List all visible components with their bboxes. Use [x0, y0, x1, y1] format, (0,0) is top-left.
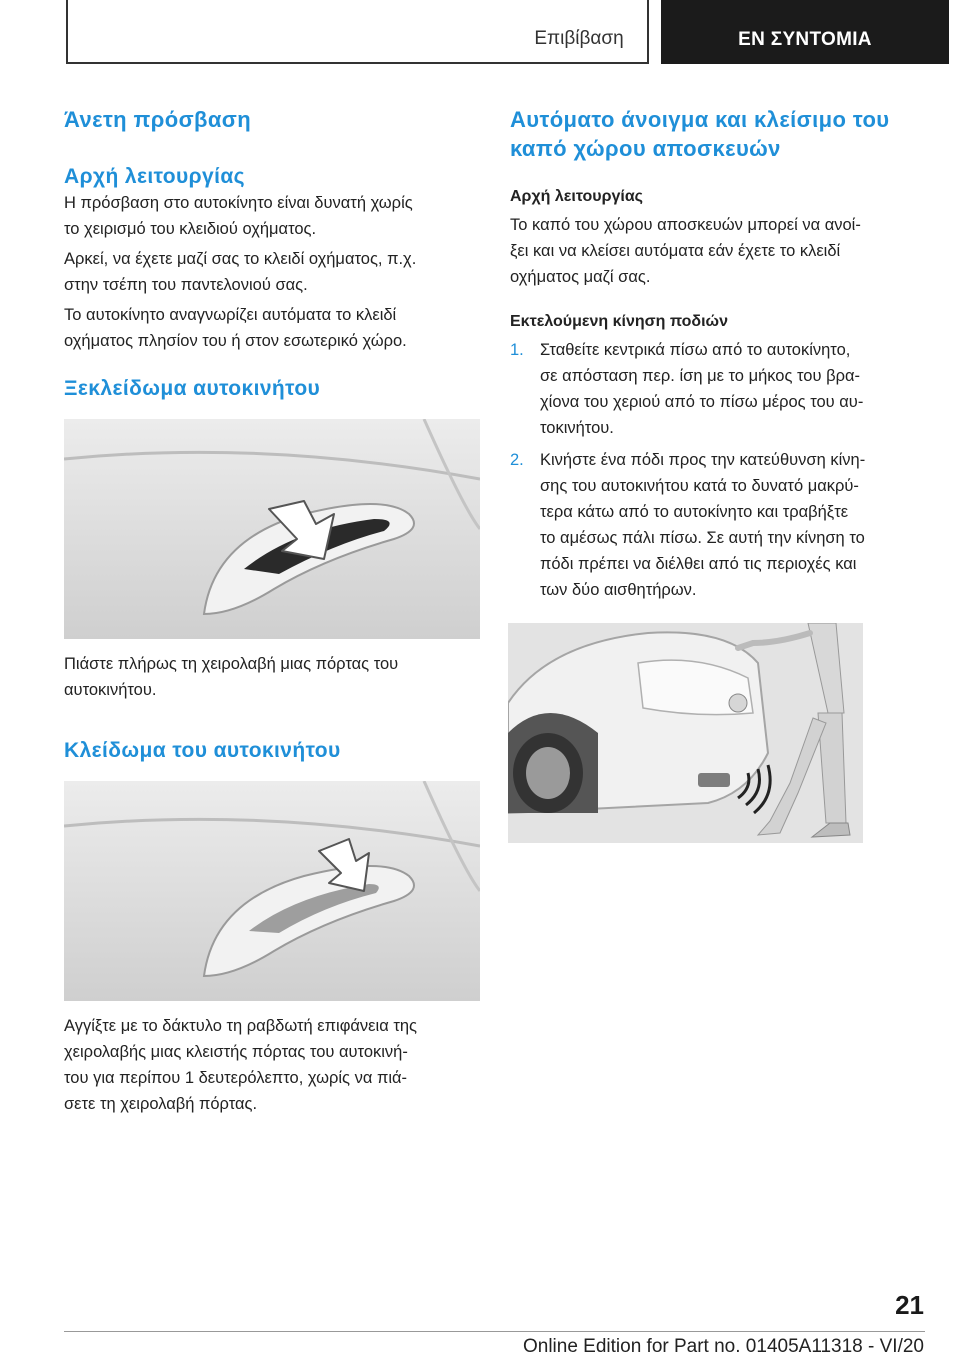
right-column: [510, 100, 930, 843]
principle-paragraph-2: [64, 246, 480, 298]
text-line: χειρολαβής μιας κλειστής πόρτας του αυτοκινή-: [64, 1043, 408, 1061]
principle-paragraph-3: [64, 302, 480, 354]
text-line: στην τσέπη του παντελονιού σας.: [64, 276, 308, 294]
step-number: 2.: [510, 451, 524, 469]
door-handle-lock-illustration: [64, 781, 480, 1001]
text-line: Το αυτοκίνητο αναγνωρίζει αυτόματα το κλειδί: [64, 306, 397, 324]
text-line: σης του αυτοκινήτου κατά το δυνατό μακρύ-: [540, 477, 859, 495]
text-line: οχήματος μαζί σας.: [510, 268, 651, 286]
text-line: Το καπό του χώρου αποσκευών μπορεί να ανοί-: [510, 216, 861, 234]
trunk-foot-gesture-illustration: [508, 623, 863, 843]
text-line: του για περίπου 1 δευτερόλεπτο, χωρίς να πιά-: [64, 1069, 408, 1087]
text-line: τερα κάτω από το αυτοκίνητο και τραβήξτε: [540, 503, 849, 521]
text-line: πόδι πρέπει να διέλθει από τις περιοχές και: [540, 555, 857, 573]
title-line: Αυτόματο άνοιγμα και κλείσιμο του: [510, 107, 890, 132]
title-line: καπό χώρου αποσκευών: [510, 136, 781, 161]
text-line: τοκινήτου.: [540, 419, 614, 437]
step-1: [510, 337, 930, 441]
section-title-comfort-access: Άνετη πρόσβαση: [64, 107, 252, 132]
header-chapter-tab: ΕΝ ΣΥΝΤΟΜΙΑ: [661, 0, 949, 64]
unlock-paragraph: [64, 651, 480, 703]
text-line: Αγγίξτε με το δάκτυλο τη ραβδωτή επιφάνεια της: [64, 1017, 417, 1035]
text-line: Κινήστε ένα πόδι προς την κατεύθυνση κίνη-: [540, 451, 866, 469]
text-line: χίονα του χεριού από το πίσω μέρος του αυ-: [540, 393, 864, 411]
text-line: σετε τη χειρολαβή πόρτας.: [64, 1095, 258, 1113]
text-line: οχήματος πλησίον του ή στον εσωτερικό χώρο.: [64, 332, 407, 350]
trunk-principle-paragraph: [510, 212, 930, 290]
heading-lock: Κλείδωμα του αυτοκινήτου: [64, 739, 341, 762]
header-section-title: Επιβίβαση: [534, 28, 624, 49]
text-line: το χειρισμό του κλειδιού οχήματος.: [64, 220, 317, 238]
door-handle-unlock-illustration: [64, 419, 480, 639]
heading-unlock: Ξεκλείδωμα αυτοκινήτου: [64, 377, 321, 400]
text-line: σε απόσταση περ. ίση με το μήκος του βρα-: [540, 367, 860, 385]
text-line: Σταθείτε κεντρικά πίσω από το αυτοκίνητο,: [540, 341, 851, 359]
lock-paragraph: [64, 1013, 480, 1117]
page-number: 21: [895, 1290, 924, 1320]
section-title-trunk: [510, 105, 930, 163]
heading-principle-trunk: Αρχή λειτουργίας: [510, 188, 643, 205]
step-number: 1.: [510, 341, 524, 359]
heading-foot-movement: Εκτελούμενη κίνηση ποδιών: [510, 313, 728, 330]
text-line: το αμέσως πάλι πίσω. Σε αυτή την κίνηση το: [540, 529, 865, 547]
footer-edition-text: Online Edition for Part no. 01405A11318 - VI/20: [522, 1336, 924, 1357]
footer-divider: [64, 1331, 925, 1332]
step-2: [510, 447, 930, 603]
text-line: των δύο αισθητήρων.: [540, 581, 697, 599]
principle-paragraph-1: [64, 190, 480, 242]
text-line: Η πρόσβαση στο αυτοκίνητο είναι δυνατή χωρίς: [64, 194, 413, 212]
text-line: Πιάστε πλήρως τη χειρολαβή μιας πόρτας του: [64, 655, 399, 673]
text-line: Αρκεί, να έχετε μαζί σας το κλειδί οχήματος, π.χ.: [64, 250, 417, 268]
text-line: αυτοκινήτου.: [64, 681, 157, 699]
left-column: [64, 100, 480, 1117]
heading-principle: Αρχή λειτουργίας: [64, 165, 245, 188]
text-line: ξει και να κλείσει αυτόματα εάν έχετε το κλειδί: [510, 242, 841, 260]
